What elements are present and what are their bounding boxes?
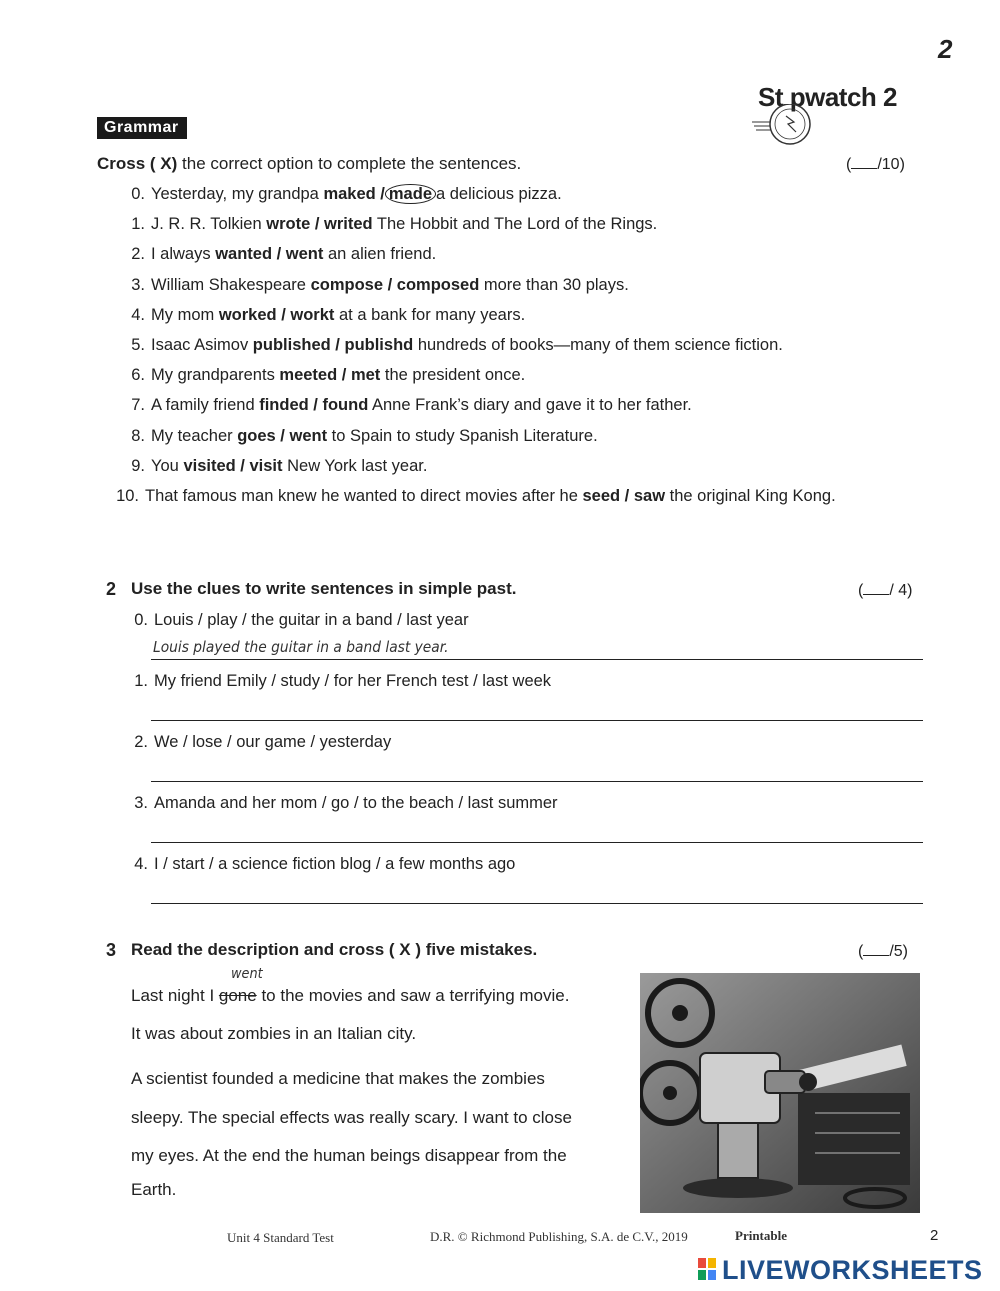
item-text-pre: Yesterday, my grandpa	[151, 185, 324, 203]
option-2[interactable]: found	[322, 396, 369, 415]
item-number: 8.	[131, 426, 145, 445]
option-1[interactable]: wrote	[266, 215, 311, 234]
description-line-3[interactable]: A scientist founded a medicine that makes the zombies	[131, 1069, 545, 1088]
sentence-item	[119, 305, 525, 325]
section3-instruction-bold: cross ( X ) five mistakes.	[338, 940, 538, 959]
option-1[interactable]: seed	[582, 487, 621, 505]
section2-score: ( / 4)	[858, 582, 913, 599]
sentence-item	[113, 486, 836, 506]
option-separator: /	[276, 305, 291, 324]
option-separator: /	[235, 456, 250, 475]
item-text-pre: Isaac Asimov	[151, 336, 253, 354]
option-1[interactable]: meeted	[279, 366, 338, 385]
section1-instruction	[97, 154, 521, 174]
item-text-post: a delicious pizza.	[436, 185, 562, 203]
item-number: 2.	[131, 245, 145, 264]
description-line-4[interactable]: sleepy. The special effects was really scary. I want to close	[131, 1108, 572, 1127]
item-text-post: at a bank for many years.	[334, 305, 526, 324]
item-text-post: hundreds of books—many of them science fiction.	[413, 336, 783, 354]
option-2[interactable]: visit	[249, 456, 283, 475]
stopwatch-stamp-icon	[752, 104, 832, 152]
answer-line	[151, 659, 923, 660]
description-line-1	[131, 986, 569, 1006]
section3-instruction-text: Read the description and	[131, 940, 339, 959]
option-1[interactable]: worked	[218, 305, 277, 324]
option-2[interactable]: saw	[633, 487, 666, 505]
description-line-2[interactable]: It was about zombies in an Italian city.	[131, 1024, 417, 1043]
sentence-item	[119, 335, 783, 355]
item-text-pre: My mom	[151, 305, 219, 324]
item-number: 6.	[131, 366, 145, 385]
sentence-item	[119, 244, 436, 264]
footer-printable: Printable	[735, 1228, 787, 1243]
liveworksheets-brand[interactable]: LIVEWORKSHEETS	[722, 1255, 983, 1285]
option-1[interactable]: wanted	[215, 245, 273, 264]
answer-field[interactable]	[153, 882, 852, 902]
option-2[interactable]: met	[350, 366, 381, 385]
option-2[interactable]: writed	[324, 215, 373, 234]
item-text-post: The Hobbit and The Lord of the Rings.	[372, 215, 658, 234]
clue-text: I / start / a science fiction blog / a few months ago	[154, 855, 516, 873]
footer-copyright: D.R. © Richmond Publishing, S.A. de C.V., 2019	[430, 1229, 688, 1244]
clue-text: Louis / play / the guitar in a band / last year	[154, 611, 469, 629]
item-text-pre: J. R. R. Tolkien	[151, 215, 267, 234]
item-number: 5.	[131, 336, 145, 354]
section1-instruction-bold: Cross ( X)	[97, 154, 178, 173]
answer-line	[151, 903, 923, 904]
sentence-item	[119, 365, 525, 385]
item-text-pre: William Shakespeare	[151, 275, 311, 294]
sentence-item	[119, 426, 598, 446]
description-line-6[interactable]: Earth.	[131, 1180, 177, 1199]
item-text-pre: My grandparents	[151, 366, 280, 385]
score-blank[interactable]	[851, 156, 877, 169]
option-separator: /	[272, 245, 286, 264]
answer-field[interactable]	[153, 821, 852, 841]
option-separator: /	[383, 275, 397, 294]
item-number: 3.	[131, 275, 145, 294]
option-2[interactable]: publishd	[344, 336, 414, 354]
footer-unit: Unit 4 Standard Test	[227, 1230, 334, 1245]
projector-photo	[640, 973, 920, 1213]
section2-number: 2	[106, 579, 117, 599]
answer-field[interactable]	[153, 760, 852, 780]
section1-instruction-text: the correct option to complete the sentences.	[177, 154, 522, 173]
option-separator: /	[310, 215, 325, 234]
option-1[interactable]: published	[252, 336, 331, 354]
option-separator: /	[337, 366, 351, 385]
footer-page-number: 2	[930, 1227, 939, 1244]
page-number-top: 2	[938, 34, 953, 64]
item-number: 4.	[131, 305, 145, 324]
sentence-item	[119, 275, 629, 295]
option-separator: /	[275, 426, 290, 445]
item-number: 1.	[131, 215, 145, 234]
answer-field[interactable]	[153, 699, 852, 719]
item-number: 10.	[116, 487, 139, 505]
section3-instruction	[131, 940, 537, 960]
sentence-item	[119, 214, 657, 234]
section1-score-total: /10	[877, 156, 900, 173]
item-text-pre: You	[151, 456, 184, 475]
option-1[interactable]: visited	[183, 456, 236, 475]
answer-line	[151, 720, 923, 721]
item-text-post: the president once.	[380, 366, 526, 385]
handwritten-correction: went	[231, 966, 263, 982]
item-number: 0.	[131, 185, 145, 203]
grammar-section-label: Grammar	[97, 117, 187, 139]
answer-field[interactable]: Louis played the guitar in a band last year.	[153, 638, 449, 656]
sentence-item	[119, 456, 427, 476]
option-1[interactable]: maked	[323, 185, 376, 203]
section1-score: ( /10)	[846, 156, 905, 173]
section2-instruction: Use the clues to write sentences in simple past.	[131, 579, 517, 598]
option-1[interactable]: finded	[259, 396, 309, 415]
clue-item	[122, 610, 469, 630]
clue-text: We / lose / our game / yesterday	[154, 733, 392, 751]
item-text-post: an alien friend.	[323, 245, 437, 264]
answer-line	[151, 781, 923, 782]
description-line-5[interactable]: my eyes. At the end the human beings disappear from the	[131, 1146, 567, 1165]
item-text-pre: A family friend	[151, 396, 260, 415]
crossed-mistake[interactable]: gone	[218, 986, 257, 1005]
sentence-item	[119, 395, 692, 415]
option-separator: /	[308, 396, 323, 415]
line1-pre: Last night I	[131, 986, 219, 1005]
section3-number: 3	[106, 940, 117, 960]
clue-text: My friend Emily / study / for her French test / last week	[154, 672, 552, 690]
clue-item	[122, 671, 551, 691]
item-text-post: the original King Kong.	[665, 487, 836, 505]
section2-score-total: / 4	[889, 582, 908, 599]
sentence-item	[119, 184, 562, 204]
option-2[interactable]: went	[289, 426, 328, 445]
option-separator: /	[620, 487, 634, 505]
clue-item	[122, 793, 558, 813]
option-2[interactable]: made	[385, 184, 436, 204]
option-2[interactable]: workt	[290, 305, 335, 324]
item-number: 4.	[134, 855, 148, 873]
item-number: 0.	[134, 611, 148, 629]
section3-score-total: /5	[889, 943, 903, 960]
line1-post: to the movies and saw a terrifying movie.	[256, 986, 570, 1005]
option-1[interactable]: goes	[237, 426, 276, 445]
liveworksheets-logo-icon	[698, 1258, 718, 1280]
clue-item	[122, 854, 515, 874]
stopwatch-logo: St pwatch 2	[758, 82, 897, 112]
option-2[interactable]: composed	[396, 275, 480, 294]
item-text-post: Anne Frank’s diary and gave it to her father.	[368, 396, 692, 415]
option-1[interactable]: compose	[310, 275, 383, 294]
item-number: 3.	[134, 794, 148, 812]
item-text-post: to Spain to study Spanish Literature.	[327, 426, 598, 445]
clue-item	[122, 732, 391, 752]
item-number: 2.	[134, 733, 148, 751]
item-text-pre: I always	[151, 245, 216, 264]
item-text-post: more than 30 plays.	[479, 275, 629, 294]
score-blank[interactable]	[863, 943, 889, 956]
option-separator: /	[330, 336, 345, 354]
option-2[interactable]: went	[285, 245, 324, 264]
item-number: 9.	[131, 456, 145, 475]
clue-text: Amanda and her mom / go / to the beach / last summer	[154, 794, 558, 812]
item-text-pre: My teacher	[151, 426, 238, 445]
score-blank[interactable]	[863, 582, 889, 595]
item-number: 1.	[134, 672, 148, 690]
option-separator: /	[375, 185, 385, 203]
answer-line	[151, 842, 923, 843]
item-text-pre: That famous man knew he wanted to direct movies after he	[145, 487, 583, 505]
section3-score: ( /5)	[858, 943, 908, 960]
item-number: 7.	[131, 396, 145, 415]
item-text-post: New York last year.	[282, 456, 428, 475]
